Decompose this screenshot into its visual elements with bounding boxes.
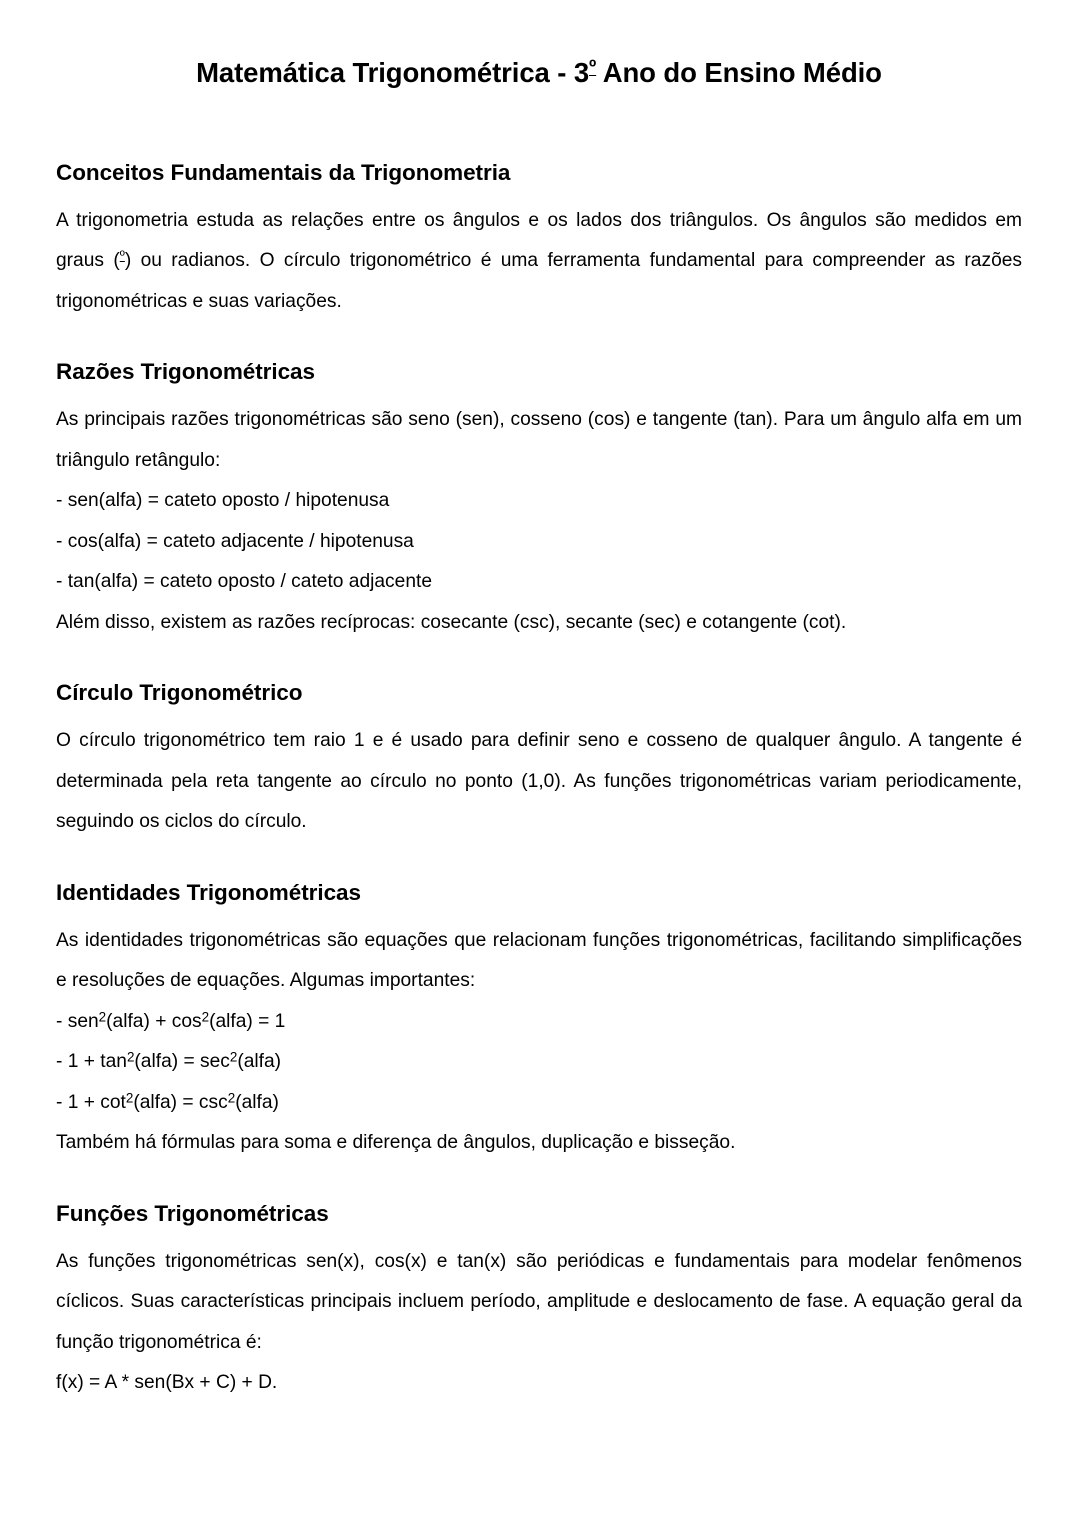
section-heading-razoes-trigonometricas: Razões Trigonométricas: [56, 359, 315, 385]
exponent-icon: 2: [125, 1090, 134, 1106]
section-paragraph-conceitos-fundamentais: [56, 186, 1022, 323]
identity-line-cossecante: [56, 1083, 1022, 1124]
identity-prefix: - 1 + tan: [56, 1051, 127, 1073]
section-funcoes-trigonometricas: [56, 1164, 1022, 1404]
ordinal-indicator-icon: º: [589, 56, 597, 79]
identity-suffix: (alfa): [237, 1051, 282, 1073]
identity-middle: (alfa) + cos: [106, 1010, 202, 1032]
degree-ordinal-icon: º: [119, 247, 125, 264]
identity-prefix: - 1 + cot: [56, 1091, 126, 1113]
ratio-line-tangente: - tan(alfa) = cateto oposto / cateto adjacente: [56, 571, 432, 593]
section-razoes-trigonometricas: [56, 322, 1022, 643]
identity-line-secante: [56, 1042, 1022, 1083]
exponent-icon: 2: [227, 1090, 236, 1106]
section-paragraph-razoes-trigonometricas: As principais razões trigonométricas são seno (sen), cosseno (cos) e tangente (tan). Para um ângulo alfa em um triângulo retângulo:: [56, 409, 1022, 471]
section-conceitos-fundamentais: [56, 90, 1022, 323]
section-paragraph-circulo-trigonometrico: O círculo trigonométrico tem raio 1 e é usado para definir seno e cosseno de qualquer ângulo. A tangente é determinada pela reta tangente ao círculo no ponto (1,0). As funções trigonométricas variam periodicamente, seguindo os ciclos do círculo.: [56, 730, 1022, 833]
identity-prefix: - sen: [56, 1010, 99, 1032]
identity-middle: (alfa) = csc: [133, 1091, 228, 1113]
ratio-line-seno: - sen(alfa) = cateto oposto / hipotenusa: [56, 490, 390, 512]
exponent-icon: 2: [98, 1009, 107, 1025]
identity-line-pitagorica: [56, 1002, 1022, 1043]
identity-suffix: (alfa) = 1: [209, 1010, 286, 1032]
section-circulo-trigonometrico: [56, 643, 1022, 843]
ratio-line-cosseno: - cos(alfa) = cateto adjacente / hipotenusa: [56, 530, 414, 552]
section-heading-conceitos-fundamentais: Conceitos Fundamentais da Trigonometria: [56, 159, 511, 185]
section-paragraph-identidades-trigonometricas: As identidades trigonométricas são equações que relacionam funções trigonométricas, facilitando simplificações e resoluções de equações. Algumas importantes:: [56, 929, 1022, 992]
identity-middle: (alfa) = sec: [134, 1051, 230, 1073]
general-function-formula: f(x) = A * sen(Bx + C) + D.: [56, 1372, 278, 1394]
section-heading-identidades-trigonometricas: Identidades Trigonométricas: [56, 879, 361, 905]
section-identidades-trigonometricas: [56, 843, 1022, 1164]
section-heading-circulo-trigonometrico: Círculo Trigonométrico: [56, 680, 303, 706]
exponent-icon: 2: [229, 1049, 238, 1065]
exponent-icon: 2: [201, 1009, 210, 1025]
page-title-prefix: Matemática Trigonométrica - 3: [196, 57, 590, 88]
identity-suffix: (alfa): [235, 1091, 279, 1113]
page-title: [56, 0, 1022, 90]
identities-closing-line: Também há fórmulas para soma e diferença de ângulos, duplicação e bisseção.: [56, 1132, 736, 1154]
section-heading-funcoes-trigonometricas: Funções Trigonométricas: [56, 1200, 329, 1226]
paragraph-text-part-b: ) ou radianos. O círculo trigonométrico é uma ferramenta fundamental para compreender as razões trigonométricas e suas variações.: [56, 250, 1023, 312]
exponent-icon: 2: [126, 1049, 135, 1065]
paragraph-text-part-a: A trigonometria estuda as relações entre os ângulos e os lados dos triângulos. Os ângulos são medidos em graus (: [56, 209, 1022, 272]
section-paragraph-funcoes-trigonometricas: As funções trigonométricas sen(x), cos(x) e tan(x) são periódicas e fundamentais para modelar fenômenos cíclicos. Suas características principais incluem período, amplitude e deslocamento de fase. A equação geral da função trigonométrica é:: [56, 1250, 1022, 1353]
page-title-suffix: Ano do Ensino Médio: [596, 57, 882, 88]
ratio-line-reciprocas: Além disso, existem as razões recíprocas: cosecante (csc), secante (sec) e cotangente (cot).: [56, 611, 847, 633]
